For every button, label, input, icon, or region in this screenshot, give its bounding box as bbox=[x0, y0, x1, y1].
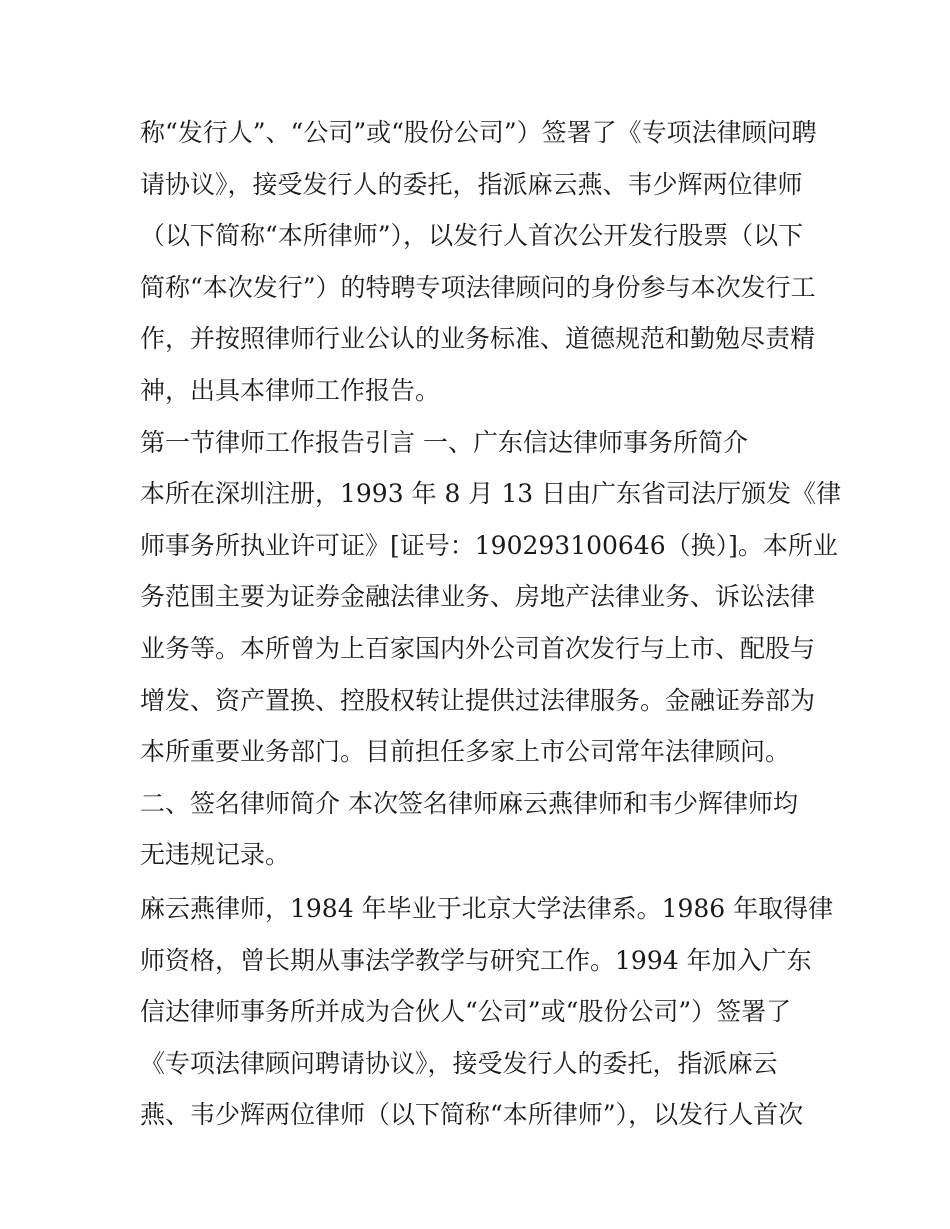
document-body bbox=[140, 107, 842, 1141]
text-line-18: 信达律师事务所并成为合伙人“公司”或“股份公司”）签署了 bbox=[140, 997, 792, 1027]
text-line-9: 师事务所执业许可证》[证号：190293100646（换）]。本所业 bbox=[140, 530, 838, 560]
text-line-5: 作，并按照律师行业公认的业务标准、道德规范和勤勉尽责精 bbox=[140, 324, 816, 354]
text-line-8: 本所在深圳注册，1993 年 8 月 13 日由广东省司法厅颁发《律 bbox=[140, 479, 842, 509]
text-line-6: 神，出具本律师工作报告。 bbox=[140, 375, 441, 405]
section-heading-line: 第一节律师工作报告引言 一、广东信达律师事务所简介 bbox=[140, 427, 748, 457]
text-line-17: 师资格，曾长期从事法学教学与研究工作。1994 年加入广东 bbox=[140, 945, 812, 975]
text-line-3: （以下简称“本所律师”），以发行人首次公开发行股票（以下 bbox=[140, 221, 804, 251]
text-line-11: 业务等。本所曾为上百家国内外公司首次发行与上市、配股与 bbox=[140, 633, 816, 663]
subsection-heading-line: 二、签名律师简介 本次签名律师麻云燕律师和韦少辉律师均 bbox=[140, 788, 798, 818]
text-line-12: 增发、资产置换、控股权转让提供过法律服务。金融证券部为 bbox=[140, 685, 816, 715]
text-line-16: 麻云燕律师，1984 年毕业于北京大学法律系。1986 年取得律 bbox=[140, 893, 834, 923]
text-line-1: 称“发行人”、“公司”或“股份公司”）签署了《专项法律顾问聘 bbox=[140, 118, 817, 147]
text-line-4: 简称“本次发行”）的特聘专项法律顾问的身份参与本次发行工 bbox=[140, 272, 816, 302]
text-line-15: 无违规记录。 bbox=[140, 840, 291, 870]
text-line-20: 燕、韦少辉两位律师（以下简称“本所律师”），以发行人首次 bbox=[140, 1100, 804, 1130]
text-line-2: 请协议》，接受发行人的委托，指派麻云燕、韦少辉两位律师 bbox=[140, 169, 803, 199]
text-line-19: 《专项法律顾问聘请协议》，接受发行人的委托，指派麻云 bbox=[140, 1048, 778, 1078]
text-line-10: 务范围主要为证券金融法律业务、房地产法律业务、诉讼法律 bbox=[140, 582, 816, 612]
text-line-13: 本所重要业务部门。目前担任多家上市公司常年法律顾问。 bbox=[140, 737, 791, 767]
